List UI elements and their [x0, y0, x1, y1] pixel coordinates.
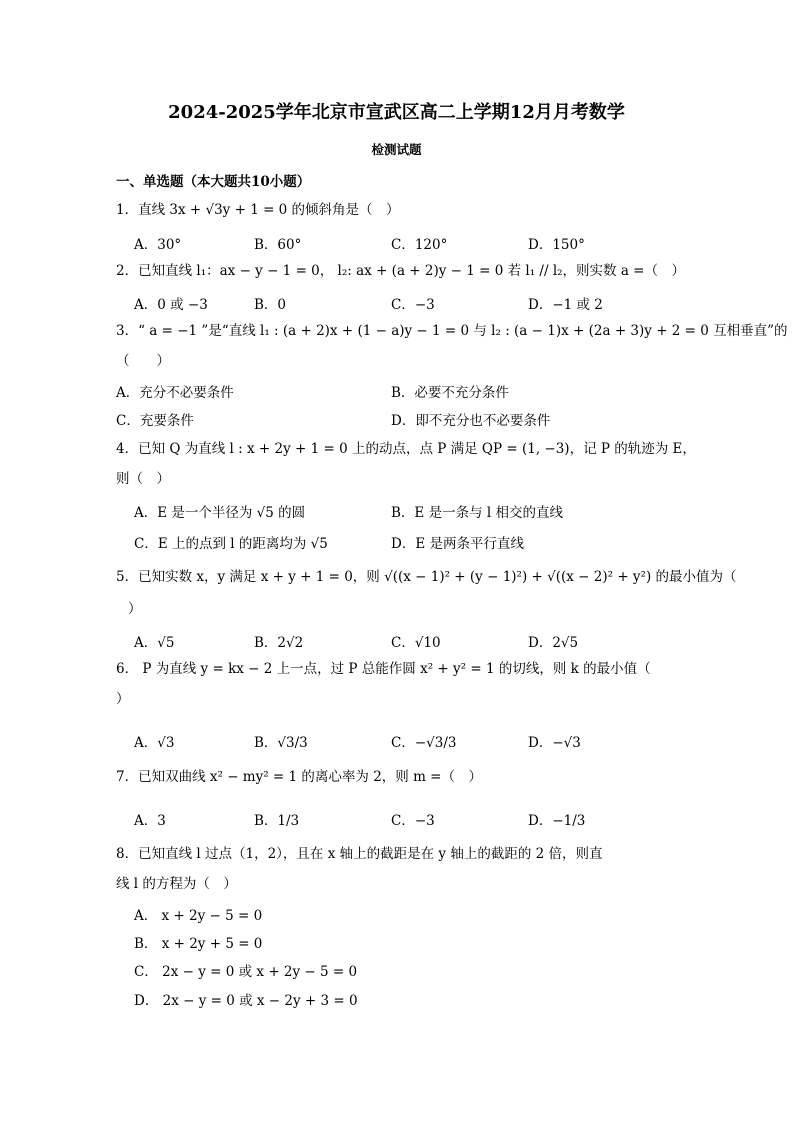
question-1-option-c: C．120°: [391, 237, 448, 253]
question-8-option-b: B． x + 2y + 5 = 0: [134, 936, 263, 952]
question-8-option-c: C． 2x − y = 0 或 x + 2y − 5 = 0: [134, 964, 358, 980]
question-4-stem-line-1: 4．已知 Q 为直线 l : x + 2y + 1 = 0 上的动点，点 P 满足 QP = (1, −3)，记 P 的轨迹为 E，: [116, 441, 696, 457]
question-3-option-b: B．必要不充分条件: [391, 385, 509, 401]
question-4-stem-line-2: 则（ ）: [116, 471, 170, 487]
question-5-option-d: D．2√5: [528, 635, 579, 651]
question-1-stem: 1．直线 3x + √3y + 1 = 0 的倾斜角是（ ）: [116, 202, 400, 218]
page-subtitle: 检测试题: [371, 142, 422, 157]
question-3-stem-line-1: 3．“ a = −1 ”是“直线 l₁ : (a + 2)x + (1 − a)y − 1 = 0 与 l₂ : (a − 1)x + (2a + 3)y + 2 = 0 互相垂直”的: [116, 323, 788, 339]
question-3-option-a: A．充分不必要条件: [116, 385, 234, 401]
page-title: 2024-2025学年北京市宣武区高二上学期12月月考数学: [168, 102, 625, 123]
question-4-option-b: B．E 是一条与 l 相交的直线: [391, 505, 563, 521]
question-2-stem: 2．已知直线 l₁：ax − y − 1 = 0， l₂: ax + (a + 2)y − 1 = 0 若 l₁ // l₂，则实数 a =（ ）: [116, 263, 685, 279]
question-3-stem-line-2: （ ）: [116, 353, 170, 369]
question-1-option-d: D．150°: [528, 237, 585, 253]
question-7-option-b: B．1/3: [254, 813, 300, 829]
question-2-option-d: D．−1 或 2: [528, 297, 603, 313]
question-4-option-a: A．E 是一个半径为 √5 的圆: [134, 505, 306, 521]
question-4-option-d: D．E 是两条平行直线: [391, 536, 524, 552]
question-6-option-d: D．−√3: [528, 735, 581, 751]
question-7-option-d: D．−1/3: [528, 813, 586, 829]
question-1-option-b: B．60°: [254, 237, 302, 253]
question-5-stem-line-2: ）: [128, 601, 142, 617]
question-2-option-b: B．0: [254, 297, 287, 313]
question-3-option-d: D．即不充分也不必要条件: [391, 413, 551, 429]
question-6-option-a: A．√3: [134, 735, 175, 751]
question-5-option-b: B．2√2: [254, 635, 304, 651]
question-3-option-c: C．充要条件: [116, 413, 194, 429]
question-1-option-a: A．30°: [134, 237, 182, 253]
question-5-option-a: A．√5: [134, 635, 175, 651]
section-heading: 一、单选题（本大题共10小题）: [116, 174, 311, 190]
question-6-stem-line-1: 6． P 为直线 y = kx − 2 上一点，过 P 总能作圆 x² + y² = 1 的切线，则 k 的最小值（: [116, 661, 651, 677]
question-8-stem-line-1: 8．已知直线 l 过点（1，2），且在 x 轴上的截距是在 y 轴上的截距的 2 倍，则直: [116, 846, 603, 862]
question-5-option-c: C．√10: [391, 635, 441, 651]
question-6-option-c: C．−√3/3: [391, 735, 457, 751]
question-8-option-a: A． x + 2y − 5 = 0: [134, 908, 263, 924]
question-2-option-a: A．0 或 −3: [134, 297, 208, 313]
question-7-option-c: C．−3: [391, 813, 435, 829]
question-2-option-c: C．−3: [391, 297, 435, 313]
question-7-stem: 7．已知双曲线 x² − my² = 1 的离心率为 2，则 m =（ ）: [116, 769, 482, 785]
question-6-option-b: B．√3/3: [254, 735, 308, 751]
question-8-option-d: D． 2x − y = 0 或 x − 2y + 3 = 0: [134, 993, 358, 1009]
question-7-option-a: A．3: [134, 813, 166, 829]
question-4-option-c: C．E 上的点到 l 的距离均为 √5: [134, 536, 328, 552]
question-5-stem-line-1: 5．已知实数 x，y 满足 x + y + 1 = 0，则 √((x − 1)² + (y − 1)²) + √((x − 2)² + y²) 的最小值为（: [116, 569, 737, 585]
question-6-stem-line-2: ）: [116, 691, 130, 707]
question-8-stem-line-2: 线 l 的方程为（ ）: [116, 876, 237, 892]
